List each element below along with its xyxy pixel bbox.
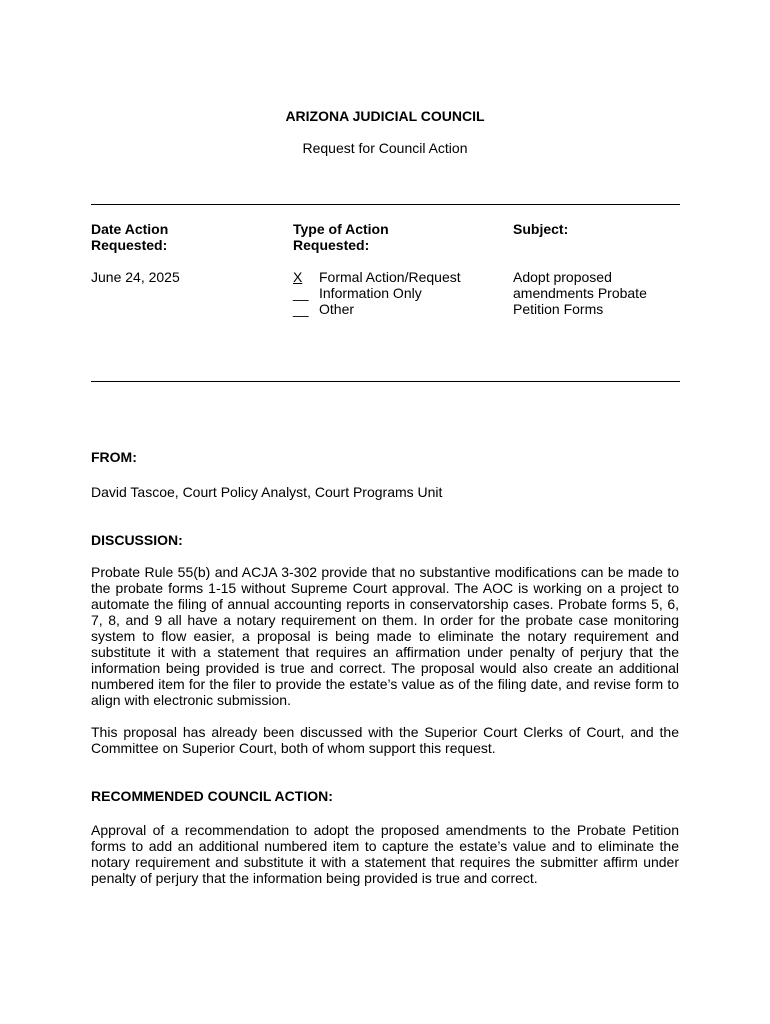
from-text: David Tascoe, Court Policy Analyst, Court Programs Unit	[91, 484, 443, 500]
date-column	[91, 221, 261, 285]
date-action-value: June 24, 2025	[91, 269, 180, 285]
option-label: Formal Action/Request	[319, 269, 461, 285]
org-title: ARIZONA JUDICIAL COUNCIL	[285, 108, 485, 124]
option-label: Information Only	[319, 285, 422, 301]
recommended-action-paragraph: Approval of a recommendation to adopt the proposed amendments to the Probate Petition forms to add an additional numbered item to capture the estate’s value and to eliminate the notary requirement and substitute it with a statement that requires the submitter affirm under penalty of perjury that the information being provided is true and correct.	[91, 822, 679, 886]
top-divider	[91, 204, 680, 205]
option-label: Other	[319, 301, 355, 317]
option-information-only	[293, 285, 493, 301]
subject-heading: Subject:	[513, 221, 569, 237]
type-action-heading: Type of Action Requested:	[293, 221, 389, 253]
option-mark: __	[293, 301, 309, 317]
recommended-action-heading: RECOMMENDED COUNCIL ACTION:	[91, 788, 333, 804]
doc-subtitle: Request for Council Action	[302, 140, 468, 156]
type-options	[293, 269, 493, 317]
option-formal-action	[293, 269, 493, 285]
option-other	[293, 301, 493, 317]
subject-value: Adopt proposed amendments Probate Petition Forms	[513, 269, 647, 317]
type-column	[293, 221, 493, 317]
date-action-heading: Date Action Requested:	[91, 221, 169, 253]
from-heading: FROM:	[91, 449, 137, 465]
bottom-divider	[91, 381, 680, 382]
subject-column	[513, 221, 683, 317]
option-mark: __	[293, 285, 309, 301]
option-mark: X	[293, 269, 303, 285]
discussion-paragraph-1: Probate Rule 55(b) and ACJA 3-302 provide that no substantive modifications can be made to the probate forms 1-15 without Supreme Court approval. The AOC is working on a project to automate the filing of annual accounting reports in conservatorship cases. Probate forms 5, 6, 7, 8, and 9 all have a notary requirement on them. In order for the probate case monitoring system to flow easier, a proposal is being made to eliminate the notary requirement and substitute it with a statement that requires an affirmation under penalty of perjury that the information being provided is true and correct. The proposal would also create an additional numbered item for the filer to provide the estate’s value as of the filing date, and revise form to align with electronic submission.	[91, 564, 679, 708]
discussion-paragraph-2: This proposal has already been discussed with the Superior Court Clerks of Court, and the Committee on Superior Court, both of whom support this request.	[91, 724, 679, 756]
discussion-heading: DISCUSSION:	[91, 532, 183, 548]
